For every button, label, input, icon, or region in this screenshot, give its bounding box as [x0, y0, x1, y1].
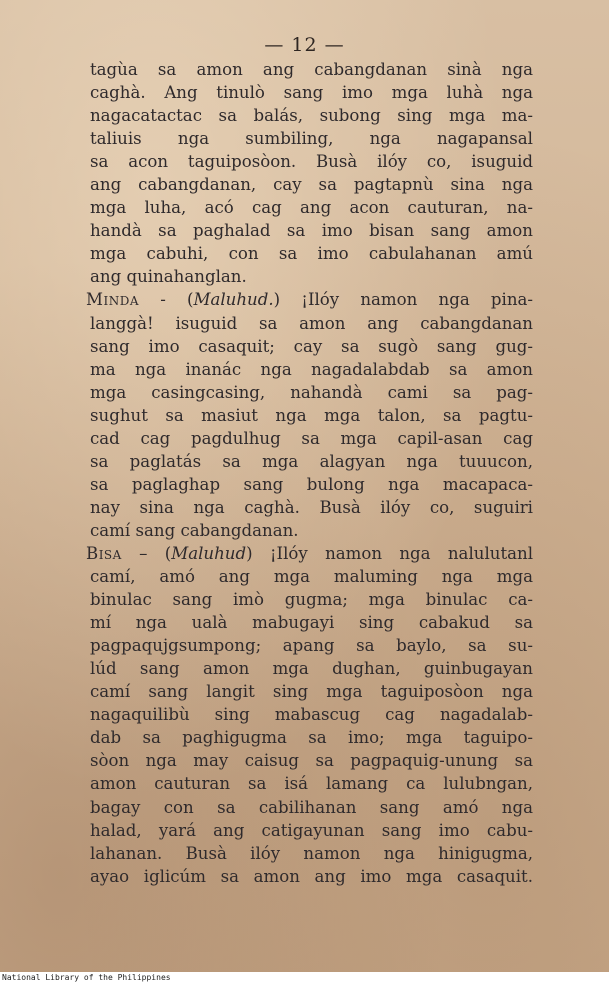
footer-bar: [0, 972, 609, 983]
text-line: nay sina nga caghà. Busà ilóy co, suguiri: [90, 497, 533, 517]
text-line: amon cauturan sa isá lamang ca lulubngan,: [90, 774, 533, 794]
text-line: taliuis nga sumbiling, nga nagapansal: [90, 129, 533, 149]
text-line: tagùa sa amon ang cabangdanan sinà nga: [90, 60, 533, 79]
text-line: sòon nga may caisug sa pagpaquig-unung sa: [90, 751, 533, 771]
text-line: sa paglatás sa mga alagyan nga tuuucon,: [90, 451, 533, 471]
text-line: halad, yará ang catigayunan sang imo cabu-: [90, 820, 533, 840]
speaker-name: Bisa: [86, 543, 122, 563]
stage-direction: Maluhud.: [193, 290, 274, 310]
text-line: dab sa paghigugma sa imo; mga taguipo-: [90, 728, 533, 748]
text-line: camí, amó ang mga maluming nga mga: [90, 567, 533, 587]
text-line: lúd sang amon mga dughan, guinbugayan: [90, 659, 533, 679]
text-line: caghà. Ang tinulò sang imo mga luhà nga: [90, 83, 533, 103]
text-line: ang quinahanglan.: [90, 267, 247, 287]
speech-first-line-bisa: Bisa – (Maluhud) ¡Ilóy namon nga nalulutanl: [86, 543, 533, 563]
speech-text: ¡Ilóy namon nga pina-: [301, 290, 533, 310]
page-text: [86, 58, 533, 888]
text-line: nagaquilibù sing mabascug cag nagadalab-: [90, 705, 533, 725]
speaker-name: Minda: [86, 290, 140, 310]
speech-first-line-minda: Minda - (Maluhud.) ¡Ilóy namon nga pina-: [86, 290, 533, 310]
stage-direction: Maluhud: [171, 543, 247, 563]
text-line: lahanan. Busà ilóy namon nga hinigugma,: [90, 843, 533, 863]
text-line: cad cag pagdulhug sa mga capil-asan cag: [90, 428, 533, 448]
text-line: sang imo casaquit; cay sa sugò sang gug-: [90, 336, 533, 356]
text-line: sa paglaghap sang bulong nga macapaca-: [90, 474, 533, 494]
text-line: mga casingcasing, nahandà cami sa pag-: [90, 382, 533, 402]
text-line: binulac sang imò gugma; mga binulac ca-: [90, 590, 533, 610]
text-line: langgà! isuguid sa amon ang cabangdanan: [90, 313, 533, 333]
text-line: sughut sa masiut nga mga talon, sa pagtu-: [90, 405, 533, 425]
text-line: mga luha, acó cag ang acon cauturan, na-: [90, 198, 533, 218]
text-line: bagay con sa cabilihanan sang amó nga: [90, 797, 533, 817]
speech-text: ¡Ilóy namon nga nalulutanl: [269, 543, 533, 563]
text-line: pagpaqujgsumpong; apang sa baylo, sa su-: [90, 636, 533, 656]
text-line: mga cabuhi, con sa imo cabulahanan amú: [90, 244, 533, 264]
text-line: ayao iglicúm sa amon ang imo mga casaquit.: [90, 866, 533, 886]
text-line: camí sang cabangdanan.: [90, 520, 299, 540]
page-number: — 12 —: [264, 34, 345, 56]
text-line: handà sa paghalad sa imo bisan sang amon: [90, 221, 533, 241]
text-line: sa acon taguiposòon. Busà ilóy co, isuguid: [90, 152, 533, 172]
text-line: camí sang langit sing mga taguiposòon nga: [90, 682, 533, 702]
text-line: mí nga ualà mabugayi sing cabakud sa: [90, 613, 533, 633]
text-line: nagacatactac sa balás, subong sing mga ma-: [90, 106, 533, 126]
text-line: ma nga inanác nga nagadalabdab sa amon: [90, 359, 533, 379]
text-line: ang cabangdanan, cay sa pagtapnù sina nga: [90, 175, 533, 195]
library-credit: National Library of the Philippines: [2, 973, 171, 982]
